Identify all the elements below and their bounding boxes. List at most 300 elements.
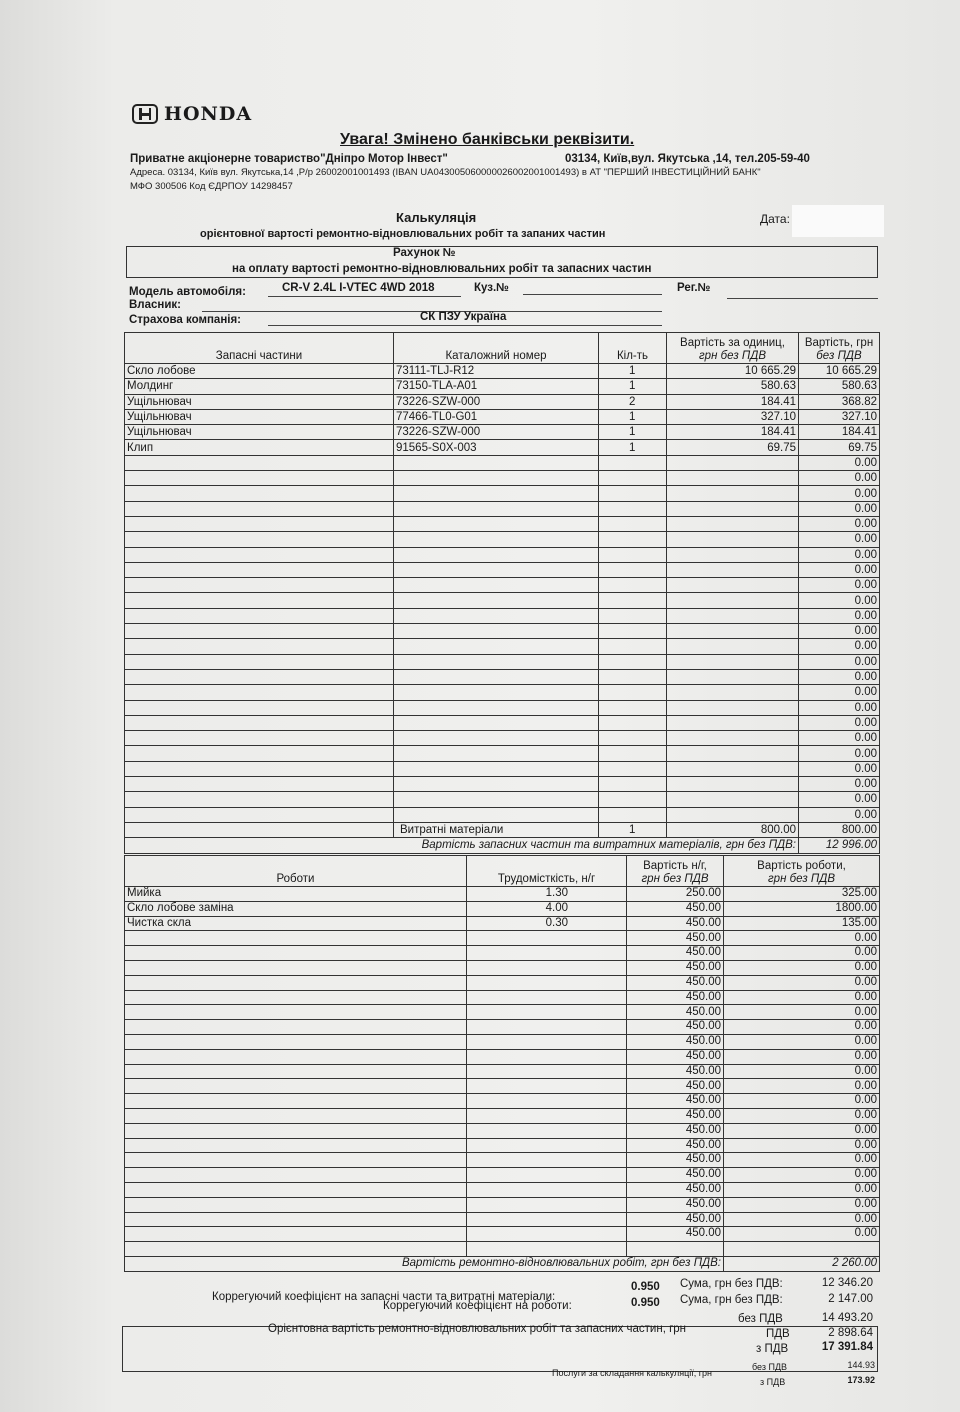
works-col-name: Роботи	[125, 856, 467, 887]
model-underline	[268, 296, 461, 297]
consumables-row	[125, 822, 880, 837]
part-total: 0.00	[799, 654, 880, 669]
part-catalog-number	[394, 578, 599, 593]
part-quantity	[599, 547, 667, 562]
part-total: 0.00	[799, 608, 880, 623]
work-name	[125, 1034, 467, 1049]
part-quantity	[599, 700, 667, 715]
work-rate: 450.00	[627, 931, 724, 946]
work-hours	[467, 1079, 627, 1094]
part-total: 0.00	[799, 471, 880, 486]
parts-row	[125, 425, 880, 440]
work-hours	[467, 1094, 627, 1109]
estimate-no-vat-label: без ПДВ	[738, 1313, 783, 1325]
work-rate: 450.00	[627, 1227, 724, 1242]
parts-empty-row	[125, 639, 880, 654]
cost-header-line-1: Вартість роботи,	[757, 860, 846, 872]
part-total: 0.00	[799, 562, 880, 577]
part-quantity	[599, 792, 667, 807]
work-rate: 450.00	[627, 1005, 724, 1020]
part-catalog-number	[394, 639, 599, 654]
part-quantity	[599, 593, 667, 608]
part-catalog-number	[394, 593, 599, 608]
parts-col-name: Запасні частини	[125, 333, 394, 364]
insurer-label: Страхова компанія:	[129, 314, 242, 326]
works-empty-row	[125, 1138, 880, 1153]
work-hours	[467, 946, 627, 961]
part-unit-price	[667, 700, 799, 715]
parts-empty-row	[125, 516, 880, 531]
part-quantity	[599, 761, 667, 776]
part-quantity: 1	[599, 409, 667, 424]
part-quantity: 1	[599, 425, 667, 440]
works-col-hours: Трудомісткість, н/г	[467, 856, 627, 887]
part-name	[125, 669, 394, 684]
part-catalog-number	[394, 761, 599, 776]
rate-header-line-2: грн без ПДВ	[641, 873, 709, 885]
parts-row	[125, 379, 880, 394]
work-cost: 0.00	[724, 1182, 880, 1197]
parts-col-qty: Кіл-ть	[599, 333, 667, 364]
works-empty-row	[125, 1168, 880, 1183]
work-cost: 0.00	[724, 1079, 880, 1094]
part-name	[125, 532, 394, 547]
work-rate: 450.00	[627, 975, 724, 990]
coef-parts-value: 0.950	[631, 1281, 660, 1293]
part-total: 0.00	[799, 669, 880, 684]
works-empty-row	[125, 1049, 880, 1064]
part-unit-price: 184.41	[667, 425, 799, 440]
work-cost: 325.00	[724, 887, 880, 902]
part-catalog-number: 73226-SZW-000	[394, 425, 599, 440]
parts-empty-row	[125, 532, 880, 547]
consumables-unit-price: 800.00	[667, 822, 799, 837]
work-cost: 0.00	[724, 975, 880, 990]
work-rate: 450.00	[627, 946, 724, 961]
work-cost: 0.00	[724, 1227, 880, 1242]
work-name	[125, 1168, 467, 1183]
part-name	[125, 761, 394, 776]
part-quantity	[599, 455, 667, 470]
rate-header-line-1: Вартість н/г,	[643, 860, 707, 872]
works-empty-row	[125, 1212, 880, 1227]
parts-empty-row	[125, 455, 880, 470]
parts-empty-row	[125, 715, 880, 730]
part-name	[125, 654, 394, 669]
part-name	[125, 593, 394, 608]
work-name	[125, 1094, 467, 1109]
work-cost: 0.00	[724, 1094, 880, 1109]
parts-row	[125, 440, 880, 455]
part-catalog-number: 77466-TL0-G01	[394, 409, 599, 424]
work-hours	[467, 1168, 627, 1183]
work-cost: 0.00	[724, 946, 880, 961]
part-name	[125, 486, 394, 501]
work-hours	[467, 1182, 627, 1197]
works-empty-row	[125, 1020, 880, 1035]
part-total: 0.00	[799, 486, 880, 501]
work-rate: 450.00	[627, 1094, 724, 1109]
work-hours	[467, 1020, 627, 1035]
parts-total-value: 12 996.00	[799, 838, 880, 853]
part-catalog-number	[394, 731, 599, 746]
part-unit-price	[667, 608, 799, 623]
part-name	[125, 562, 394, 577]
part-unit-price: 327.10	[667, 409, 799, 424]
work-cost: 0.00	[724, 1108, 880, 1123]
part-quantity	[599, 685, 667, 700]
works-row	[125, 901, 880, 916]
coef-works-sum-label: Сума, грн без ПДВ:	[680, 1294, 783, 1306]
parts-col-total	[799, 333, 880, 364]
work-hours	[467, 931, 627, 946]
work-rate: 450.00	[627, 1182, 724, 1197]
part-name	[125, 792, 394, 807]
part-quantity	[599, 608, 667, 623]
part-unit-price	[667, 547, 799, 562]
mfo-code: МФО 300506 Код ЄДРПОУ 14298457	[130, 181, 293, 192]
part-name	[125, 547, 394, 562]
body-number-label: Куз.№	[474, 282, 509, 294]
parts-empty-row	[125, 547, 880, 562]
part-catalog-number	[394, 807, 599, 822]
work-cost: 0.00	[724, 1168, 880, 1183]
work-rate: 450.00	[627, 1123, 724, 1138]
work-cost: 0.00	[724, 931, 880, 946]
part-unit-price	[667, 516, 799, 531]
part-unit-price	[667, 777, 799, 792]
part-name	[125, 471, 394, 486]
work-name	[125, 975, 467, 990]
part-total: 0.00	[799, 700, 880, 715]
part-unit-price	[667, 792, 799, 807]
invoice-subtitle: на оплату вартості ремонтно-відновлювальних робіт та запасних частин	[232, 263, 652, 275]
reg-number-label: Рег.№	[677, 282, 711, 294]
works-empty-row	[125, 1034, 880, 1049]
work-hours: 4.00	[467, 901, 627, 916]
work-hours	[467, 1108, 627, 1123]
part-catalog-number	[394, 700, 599, 715]
part-total: 0.00	[799, 547, 880, 562]
work-rate: 250.00	[627, 887, 724, 902]
company-address: 03134, Київ,вул. Якутська ,14, тел.205-59-40	[565, 153, 810, 165]
part-catalog-number: 73111-TLJ-R12	[394, 364, 599, 379]
part-name: Ущільнювач	[125, 394, 394, 409]
unit-price-header-line-1: Вартість за одиниц,	[680, 337, 785, 349]
consumables-empty-cell	[125, 822, 394, 837]
part-total: 0.00	[799, 715, 880, 730]
part-unit-price	[667, 624, 799, 639]
work-hours	[467, 975, 627, 990]
part-total: 0.00	[799, 578, 880, 593]
part-unit-price: 10 665.29	[667, 364, 799, 379]
work-hours	[467, 1242, 627, 1257]
work-rate: 450.00	[627, 1108, 724, 1123]
work-rate: 450.00	[627, 1153, 724, 1168]
work-hours	[467, 1049, 627, 1064]
estimate-vat-label: ПДВ	[766, 1328, 790, 1340]
part-catalog-number	[394, 486, 599, 501]
estimate-with-vat-value: 17 391.84	[821, 1341, 873, 1353]
work-name	[125, 1079, 467, 1094]
works-table	[124, 855, 880, 1272]
part-catalog-number: 73150-TLA-A01	[394, 379, 599, 394]
parts-total-row	[125, 838, 880, 853]
coef-parts-sum: 12 346.20	[821, 1277, 873, 1289]
bank-change-notice: Увага! Змінено банківськи реквізити.	[340, 131, 635, 148]
part-unit-price	[667, 562, 799, 577]
part-total: 0.00	[799, 792, 880, 807]
works-empty-row	[125, 931, 880, 946]
works-blank-row	[125, 1242, 880, 1257]
part-total: 0.00	[799, 777, 880, 792]
work-cost: 0.00	[724, 1123, 880, 1138]
part-total: 0.00	[799, 455, 880, 470]
work-hours: 1.30	[467, 887, 627, 902]
works-empty-row	[125, 1005, 880, 1020]
work-cost: 0.00	[724, 1197, 880, 1212]
part-name	[125, 624, 394, 639]
work-cost: 0.00	[724, 1020, 880, 1035]
part-unit-price	[667, 746, 799, 761]
part-quantity	[599, 639, 667, 654]
work-name	[125, 1138, 467, 1153]
part-quantity	[599, 532, 667, 547]
parts-empty-row	[125, 608, 880, 623]
part-catalog-number	[394, 471, 599, 486]
company-name: Приватне акціонерне товариство"Дніпро Мотор Інвест"	[130, 153, 448, 165]
coef-parts-sum-label: Сума, грн без ПДВ:	[680, 1278, 783, 1290]
estimate-label: Орієнтовна вартість ремонтно-відновлювальних робіт та запасних частин, грн	[268, 1323, 687, 1335]
work-name	[125, 946, 467, 961]
part-quantity	[599, 471, 667, 486]
works-empty-row	[125, 1197, 880, 1212]
cost-header-line-2: грн без ПДВ	[768, 873, 835, 885]
parts-empty-row	[125, 792, 880, 807]
part-unit-price	[667, 731, 799, 746]
work-rate: 450.00	[627, 1197, 724, 1212]
part-name: Скло лобове	[125, 364, 394, 379]
consumables-total: 800.00	[799, 822, 880, 837]
work-cost: 135.00	[724, 916, 880, 931]
parts-col-catalog: Каталожний номер	[394, 333, 599, 364]
work-rate: 450.00	[627, 1138, 724, 1153]
part-name: Клип	[125, 440, 394, 455]
works-empty-row	[125, 1094, 880, 1109]
part-catalog-number	[394, 746, 599, 761]
date-label: Дата:	[760, 212, 790, 226]
parts-row	[125, 409, 880, 424]
work-hours	[467, 990, 627, 1005]
part-quantity	[599, 807, 667, 822]
part-catalog-number	[394, 608, 599, 623]
part-total: 0.00	[799, 516, 880, 531]
part-quantity	[599, 578, 667, 593]
parts-col-unit-price	[667, 333, 799, 364]
parts-empty-row	[125, 700, 880, 715]
honda-logo	[132, 103, 252, 125]
brand-name: HONDA	[164, 103, 253, 125]
insurer-value: СК ПЗУ Україна	[420, 311, 507, 323]
part-unit-price	[667, 471, 799, 486]
work-hours: 0.30	[467, 916, 627, 931]
work-cost: 0.00	[724, 990, 880, 1005]
part-total: 368.82	[799, 394, 880, 409]
part-catalog-number: 73226-SZW-000	[394, 394, 599, 409]
parts-header-row	[125, 333, 880, 364]
work-name: Скло лобове заміна	[125, 901, 467, 916]
part-quantity	[599, 777, 667, 792]
work-cost: 0.00	[724, 1153, 880, 1168]
works-empty-row	[125, 946, 880, 961]
parts-empty-row	[125, 746, 880, 761]
part-unit-price	[667, 669, 799, 684]
part-unit-price	[667, 639, 799, 654]
parts-empty-row	[125, 731, 880, 746]
part-quantity: 1	[599, 379, 667, 394]
work-name: Чистка скла	[125, 916, 467, 931]
parts-empty-row	[125, 624, 880, 639]
part-unit-price	[667, 578, 799, 593]
work-rate: 450.00	[627, 1168, 724, 1183]
coef-works-sum: 2 147.00	[828, 1293, 873, 1305]
part-quantity	[599, 624, 667, 639]
part-quantity	[599, 669, 667, 684]
part-name	[125, 639, 394, 654]
part-quantity	[599, 746, 667, 761]
part-name	[125, 455, 394, 470]
part-total: 327.10	[799, 409, 880, 424]
part-name: Ущільнювач	[125, 409, 394, 424]
part-quantity	[599, 501, 667, 516]
part-total: 0.00	[799, 685, 880, 700]
part-catalog-number	[394, 654, 599, 669]
part-total: 580.63	[799, 379, 880, 394]
service-no-vat-value: 144.93	[847, 1360, 875, 1370]
part-total: 0.00	[799, 624, 880, 639]
part-unit-price	[667, 455, 799, 470]
parts-empty-row	[125, 669, 880, 684]
work-name	[125, 960, 467, 975]
part-unit-price: 580.63	[667, 379, 799, 394]
part-quantity	[599, 731, 667, 746]
total-header-line-1: Вартість, грн	[804, 337, 874, 349]
parts-empty-row	[125, 654, 880, 669]
parts-row	[125, 394, 880, 409]
part-total: 0.00	[799, 593, 880, 608]
part-total: 0.00	[799, 761, 880, 776]
work-rate: 450.00	[627, 1034, 724, 1049]
work-rate: 450.00	[627, 960, 724, 975]
work-name	[125, 1020, 467, 1035]
part-catalog-number	[394, 792, 599, 807]
part-name	[125, 731, 394, 746]
parts-empty-row	[125, 807, 880, 822]
work-rate: 450.00	[627, 901, 724, 916]
work-rate: 450.00	[627, 990, 724, 1005]
work-name	[125, 1005, 467, 1020]
unit-price-header-line-2: грн без ПДВ	[699, 350, 766, 362]
work-hours	[467, 1227, 627, 1242]
works-empty-row	[125, 990, 880, 1005]
work-name	[125, 931, 467, 946]
part-catalog-number	[394, 669, 599, 684]
service-fee-label: Послуги за складання калькуляції, грн	[552, 1368, 712, 1378]
work-name	[125, 1182, 467, 1197]
part-total: 0.00	[799, 746, 880, 761]
work-cost: 0.00	[724, 1005, 880, 1020]
parts-empty-row	[125, 486, 880, 501]
work-cost: 0.00	[724, 1138, 880, 1153]
part-unit-price	[667, 486, 799, 501]
part-total: 184.41	[799, 425, 880, 440]
part-total: 0.00	[799, 532, 880, 547]
part-unit-price: 69.75	[667, 440, 799, 455]
work-rate: 450.00	[627, 1049, 724, 1064]
part-catalog-number	[394, 501, 599, 516]
part-total: 0.00	[799, 807, 880, 822]
work-rate: 450.00	[627, 1020, 724, 1035]
part-total: 0.00	[799, 731, 880, 746]
works-empty-row	[125, 1108, 880, 1123]
work-name	[125, 1227, 467, 1242]
work-hours	[467, 1138, 627, 1153]
work-cost: 0.00	[724, 1212, 880, 1227]
invoice-title: Рахунок №	[393, 247, 456, 259]
part-catalog-number	[394, 516, 599, 531]
model-label: Модель автомобіля:	[129, 286, 246, 298]
part-total: 10 665.29	[799, 364, 880, 379]
document-title: Калькуляція	[396, 210, 477, 225]
part-name: Молдинг	[125, 379, 394, 394]
part-quantity: 1	[599, 364, 667, 379]
part-unit-price	[667, 532, 799, 547]
part-total: 69.75	[799, 440, 880, 455]
work-name	[125, 1242, 467, 1257]
work-cost: 0.00	[724, 1064, 880, 1079]
part-quantity	[599, 516, 667, 531]
work-hours	[467, 1005, 627, 1020]
works-empty-row	[125, 1153, 880, 1168]
part-catalog-number	[394, 685, 599, 700]
part-name	[125, 715, 394, 730]
work-name	[125, 1153, 467, 1168]
work-name	[125, 1064, 467, 1079]
parts-empty-row	[125, 777, 880, 792]
works-total-row	[125, 1256, 880, 1271]
part-catalog-number	[394, 455, 599, 470]
part-name: Ущільнювач	[125, 425, 394, 440]
owner-label: Власник:	[129, 299, 182, 311]
works-row	[125, 916, 880, 931]
part-name	[125, 608, 394, 623]
parts-empty-row	[125, 593, 880, 608]
reg-number-underline	[727, 298, 878, 299]
work-cost: 0.00	[724, 1034, 880, 1049]
part-unit-price	[667, 761, 799, 776]
part-catalog-number	[394, 532, 599, 547]
part-catalog-number	[394, 547, 599, 562]
work-cost	[724, 1242, 880, 1257]
works-empty-row	[125, 1064, 880, 1079]
part-name	[125, 516, 394, 531]
parts-row	[125, 364, 880, 379]
part-unit-price	[667, 685, 799, 700]
date-redacted	[792, 205, 884, 237]
part-catalog-number	[394, 562, 599, 577]
part-catalog-number: 91565-S0X-003	[394, 440, 599, 455]
bank-details: Адреса. 03134, Київ вул. Якутська,14 ,Р/р 26002001001493 (IBAN UA043005060000026002001001493) в АТ "ПЕРШИЙ ІНВЕСТИЦІЙНИЙ БАНК"	[130, 167, 761, 178]
